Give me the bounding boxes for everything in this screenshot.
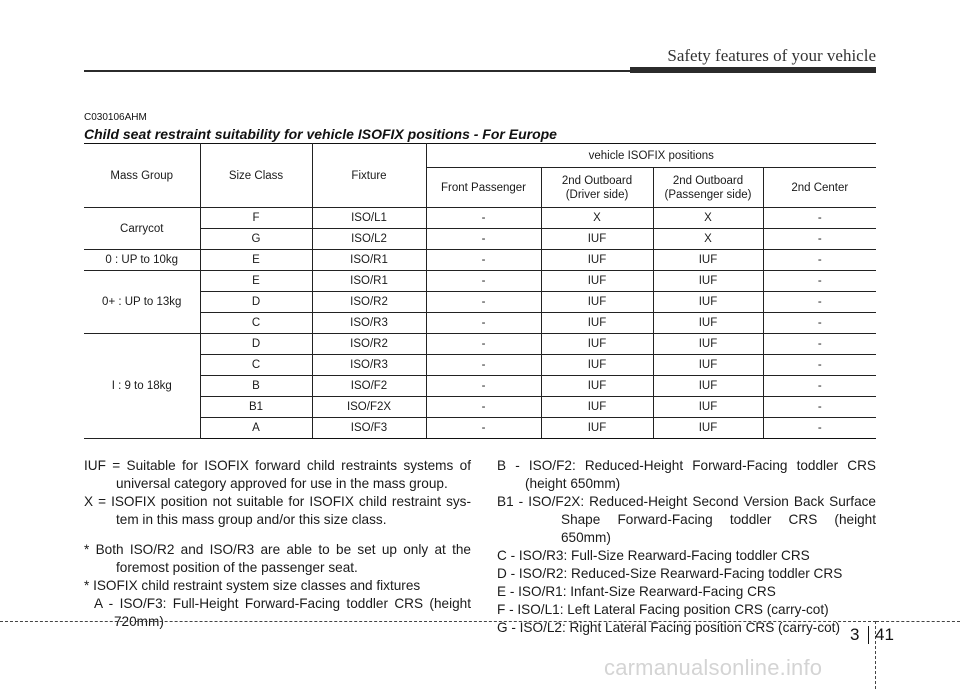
- size-class-cell: D: [200, 334, 312, 355]
- header-outboard-passenger-line1: 2nd Outboard: [672, 174, 744, 187]
- front-passenger-cell: -: [426, 397, 541, 418]
- table-row: [84, 313, 876, 334]
- fixture-cell: ISO/F2X: [312, 397, 426, 418]
- outboard-driver-cell: IUF: [541, 292, 653, 313]
- table-body: [84, 208, 876, 439]
- center-cell: -: [763, 229, 876, 250]
- table-row: [84, 334, 876, 355]
- size-class-cell: D: [200, 292, 312, 313]
- fixture-cell: ISO/R3: [312, 355, 426, 376]
- outboard-driver-cell: X: [541, 208, 653, 229]
- header-front-passenger: Front Passenger: [426, 168, 541, 208]
- fixture-cell: ISO/R1: [312, 250, 426, 271]
- center-cell: -: [763, 418, 876, 439]
- outboard-driver-cell: IUF: [541, 229, 653, 250]
- note-size-e: E - ISO/R1: Infant-Size Rearward-Facing CRS: [497, 584, 776, 599]
- size-class-cell: E: [200, 271, 312, 292]
- center-cell: -: [763, 355, 876, 376]
- note-x: X = ISOFIX position not suitable for ISOFIX child restraint sys-tem in this mass group and/or this size class.: [84, 494, 471, 527]
- section-title: Child seat restraint suitability for vehicle ISOFIX positions - For Europe: [84, 126, 557, 142]
- fixture-cell: ISO/L2: [312, 229, 426, 250]
- header-mass-group: Mass Group: [84, 144, 200, 208]
- front-passenger-cell: -: [426, 355, 541, 376]
- table-row: [84, 271, 876, 292]
- note-size-b1: B1 - ISO/F2X: Reduced-Height Second Version Back Surface Shape Forward-Facing toddler CRS (height 650mm): [497, 494, 876, 545]
- note-size-b: B - ISO/F2: Reduced-Height Forward-Facing toddler CRS (height 650mm): [497, 458, 876, 491]
- outboard-driver-cell: IUF: [541, 313, 653, 334]
- note-size-a: A - ISO/F3: Full-Height Forward-Facing toddler CRS (height 720mm): [94, 596, 471, 629]
- outboard-passenger-cell: X: [653, 229, 763, 250]
- front-passenger-cell: -: [426, 334, 541, 355]
- note-size-d: D - ISO/R2: Reduced-Size Rearward-Facing toddler CRS: [497, 566, 843, 581]
- size-class-cell: B: [200, 376, 312, 397]
- outboard-driver-cell: IUF: [541, 355, 653, 376]
- front-passenger-cell: -: [426, 229, 541, 250]
- note-iuf: IUF = Suitable for ISOFIX forward child restraints systems of universal category approved for use in the mass group.: [84, 458, 471, 491]
- notes-right: [497, 457, 876, 637]
- isofix-suitability-table: [84, 143, 876, 439]
- front-passenger-cell: -: [426, 376, 541, 397]
- front-passenger-cell: -: [426, 292, 541, 313]
- fixture-cell: ISO/R2: [312, 292, 426, 313]
- outboard-passenger-cell: IUF: [653, 271, 763, 292]
- table-row: [84, 418, 876, 439]
- header-fixture: Fixture: [312, 144, 426, 208]
- table-row: [84, 292, 876, 313]
- outboard-passenger-cell: IUF: [653, 418, 763, 439]
- outboard-passenger-cell: IUF: [653, 376, 763, 397]
- fixture-cell: ISO/R3: [312, 313, 426, 334]
- size-class-cell: A: [200, 418, 312, 439]
- note-size-g: G - ISO/L2: Right Lateral Facing position CRS (carry-cot): [497, 620, 840, 635]
- center-cell: -: [763, 292, 876, 313]
- fixture-cell: ISO/L1: [312, 208, 426, 229]
- header-outboard-passenger: [653, 168, 763, 208]
- mass-group-cell: 0+ : UP to 13kg: [84, 271, 200, 334]
- size-class-cell: C: [200, 355, 312, 376]
- center-cell: -: [763, 334, 876, 355]
- front-passenger-cell: -: [426, 271, 541, 292]
- mass-group-cell: 0 : UP to 10kg: [84, 250, 200, 271]
- size-class-cell: C: [200, 313, 312, 334]
- center-cell: -: [763, 208, 876, 229]
- header-bar: [630, 67, 876, 73]
- mass-group-cell: I : 9 to 18kg: [84, 334, 200, 439]
- front-passenger-cell: -: [426, 313, 541, 334]
- outboard-passenger-cell: IUF: [653, 397, 763, 418]
- note-size-f: F - ISO/L1: Left Lateral Facing position CRS (carry-cot): [497, 602, 829, 617]
- outboard-driver-cell: IUF: [541, 376, 653, 397]
- size-class-cell: B1: [200, 397, 312, 418]
- header-outboard-passenger-line2: (Passenger side): [664, 188, 752, 201]
- note-size-c: C - ISO/R3: Full-Size Rearward-Facing toddler CRS: [497, 548, 810, 563]
- outboard-passenger-cell: IUF: [653, 250, 763, 271]
- table-row: [84, 250, 876, 271]
- outboard-driver-cell: IUF: [541, 271, 653, 292]
- outboard-passenger-cell: IUF: [653, 292, 763, 313]
- note-star-1: * Both ISO/R2 and ISO/R3 are able to be set up only at the foremost position of the passenger seat.: [84, 542, 471, 575]
- outboard-driver-cell: IUF: [541, 397, 653, 418]
- fixture-cell: ISO/R1: [312, 271, 426, 292]
- header-rule: [84, 70, 630, 72]
- fixture-cell: ISO/F2: [312, 376, 426, 397]
- outboard-passenger-cell: IUF: [653, 313, 763, 334]
- outboard-driver-cell: IUF: [541, 334, 653, 355]
- table-row: [84, 208, 876, 229]
- outboard-passenger-cell: X: [653, 208, 763, 229]
- section-code: C030106AHM: [84, 112, 147, 123]
- mass-group-cell: Carrycot: [84, 208, 200, 250]
- note-star-2: * ISOFIX child restraint system size classes and fixtures: [84, 578, 421, 593]
- front-passenger-cell: -: [426, 208, 541, 229]
- table-row: [84, 397, 876, 418]
- table-row: [84, 376, 876, 397]
- center-cell: -: [763, 376, 876, 397]
- header-outboard-driver-line1: 2nd Outboard: [561, 174, 633, 187]
- front-passenger-cell: -: [426, 250, 541, 271]
- fixture-cell: ISO/R2: [312, 334, 426, 355]
- page-number: 41: [875, 625, 894, 644]
- center-cell: -: [763, 271, 876, 292]
- header-outboard-driver-line2: (Driver side): [565, 188, 629, 201]
- outboard-passenger-cell: IUF: [653, 334, 763, 355]
- page-number-separator: [868, 626, 869, 644]
- footer-rule: [0, 621, 876, 622]
- center-cell: -: [763, 313, 876, 334]
- size-class-cell: E: [200, 250, 312, 271]
- outboard-driver-cell: IUF: [541, 250, 653, 271]
- center-cell: -: [763, 397, 876, 418]
- outboard-passenger-cell: IUF: [653, 355, 763, 376]
- table-row: [84, 229, 876, 250]
- footer-rule-right: [876, 621, 960, 622]
- header-size-class: Size Class: [200, 144, 312, 208]
- header-positions-group: vehicle ISOFIX positions: [426, 144, 876, 168]
- notes-left: [84, 457, 471, 631]
- chapter-number: 3: [850, 625, 860, 644]
- fixture-cell: ISO/F3: [312, 418, 426, 439]
- front-passenger-cell: -: [426, 418, 541, 439]
- size-class-cell: F: [200, 208, 312, 229]
- table-row: [84, 355, 876, 376]
- watermark-text: carmanualsonline.info: [604, 655, 823, 680]
- center-cell: -: [763, 250, 876, 271]
- header-center: 2nd Center: [763, 168, 876, 208]
- size-class-cell: G: [200, 229, 312, 250]
- page-header-title: Safety features of your vehicle: [667, 46, 876, 65]
- outboard-driver-cell: IUF: [541, 418, 653, 439]
- header-outboard-driver: [541, 168, 653, 208]
